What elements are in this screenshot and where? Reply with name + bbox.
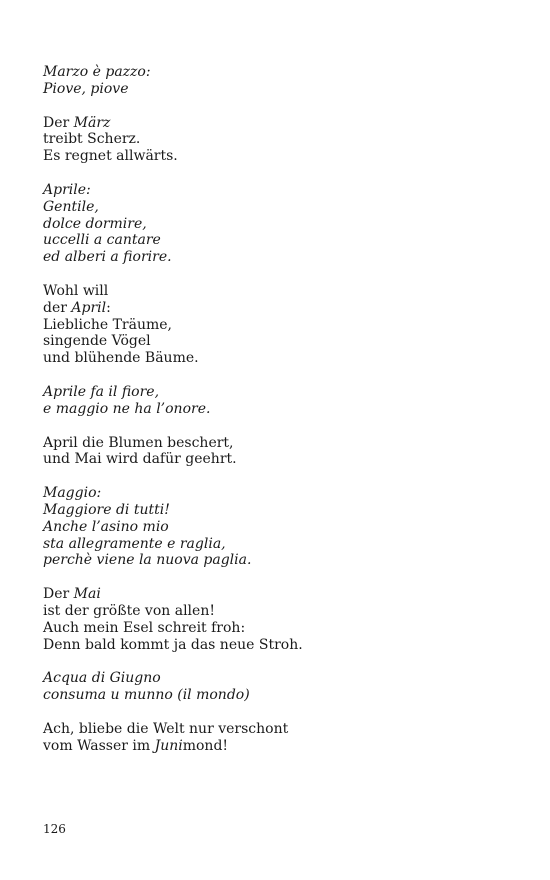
text: : [106,299,111,316]
stanza [43,586,513,653]
poem-line [43,552,513,569]
poem-line [43,317,513,334]
italic-text: consuma u munno (il mondo) [43,687,250,704]
text: Liebliche Träume, [43,316,172,333]
italic-text: März [73,114,111,131]
poem-line [43,519,513,536]
poem-line [43,199,513,216]
text: Es regnet allwärts. [43,148,178,165]
poem-line [43,620,513,637]
poem-line [43,586,513,603]
poem-line [43,687,513,704]
italic-text: Anche l’asino mio [43,518,169,535]
poem-line [43,216,513,233]
poem-line [43,451,513,468]
poem-line [43,435,513,452]
italic-text: Juni [154,737,183,754]
italic-text: Marzo è pazzo: [43,64,151,80]
poem-line [43,738,513,755]
poem-line [43,384,513,401]
text: Der [43,114,74,131]
text: Der [43,586,74,603]
italic-text: Acqua di Giugno [43,670,161,687]
italic-text: uccelli a cantare [43,232,161,249]
text: Ach, bliebe die Welt nur verschont [43,720,289,737]
italic-text: Piove, piove [43,80,129,97]
italic-text: Maggiore di tutti! [43,501,170,518]
stanza [43,670,513,704]
text: ist der größte von allen! [43,602,215,619]
italic-text: e maggio ne ha l’onore. [43,400,211,417]
text: vom Wasser im [43,737,155,754]
text: Denn bald kommt ja das neue Stroh. [43,636,303,653]
poem-line [43,182,513,199]
text: und blühende Bäume. [43,350,199,367]
italic-text: Maggio: [43,485,102,502]
poem-line [43,232,513,249]
poem-line [43,300,513,317]
poem-line [43,131,513,148]
italic-text: Mai [73,586,101,603]
stanza [43,485,513,569]
text: treibt Scherz. [43,131,141,148]
italic-text: sta allegramente e raglia, [43,535,226,552]
poem-line [43,670,513,687]
poem-line [43,64,513,81]
text: mond! [182,737,229,754]
page-number: 126 [43,822,66,836]
text: April die Blumen beschert, [43,434,234,451]
stanza [43,115,513,165]
stanza [43,721,513,755]
italic-text: ed alberi a fiorire. [43,249,172,266]
poem-line [43,485,513,502]
italic-text: Aprile: [43,181,91,198]
poem-line [43,536,513,553]
poem-line [43,637,513,654]
text: und Mai wird dafür geehrt. [43,451,237,468]
text: singende Vögel [43,333,151,350]
poem-line [43,115,513,132]
text: Auch mein Esel schreit froh: [43,619,246,636]
stanza [43,283,513,367]
italic-text: Gentile, [43,198,99,215]
italic-text: Aprile fa il fiore, [43,383,160,400]
poem-body [43,64,513,772]
poem-line [43,81,513,98]
italic-text: April [71,299,107,316]
poem-line [43,502,513,519]
stanza [43,435,513,469]
text: Wohl will [43,282,109,299]
text: der [43,299,72,316]
poem-line [43,333,513,350]
stanza [43,64,513,98]
poem-line [43,283,513,300]
poem-line [43,401,513,418]
italic-text: dolce dormire, [43,215,147,232]
poem-line [43,249,513,266]
stanza [43,384,513,418]
stanza [43,182,513,266]
poem-line [43,148,513,165]
poem-line [43,603,513,620]
poem-line [43,350,513,367]
poem-line [43,721,513,738]
italic-text: perchè viene la nuova paglia. [43,552,252,569]
